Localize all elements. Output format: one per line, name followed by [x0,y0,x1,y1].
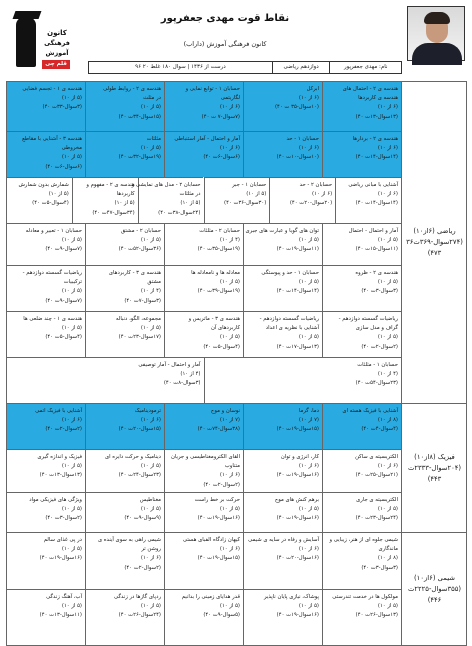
topic-line: (۵ از ۱۰) [140,237,161,244]
topic-cell [322,589,401,646]
topic-line: برهم کنش های موج [274,497,319,503]
topic-cell [322,223,401,265]
topic-line: حسابان ۱ - جبر [232,182,267,188]
topic-line: معادله ها و نامعادله ها [191,270,240,276]
topic-line: (۲۳سوال-۲۴ت ۴۰) [118,472,161,479]
topic-line: (۵ از ۱۰) [219,279,240,286]
topic-line: (۶ از ۱۰) [377,463,398,470]
topic-cell [85,223,164,265]
topic-line: (۷سوال-۹ت ۴۰) [45,297,82,304]
topic-line: هندسه ی ۲ - بردارها [352,136,398,142]
topic-line: هندسه ی ۳ - کاربردهای [108,270,161,276]
topic-line: (۶ از ۱۰) [219,145,240,152]
topic-line: (۲سوال-۲ت ۴۰) [361,343,398,350]
topic-line: در مثلث [143,95,161,102]
topic-line: (۱۵سوال-۳۴ت ۴۰) [118,113,161,120]
topic-line: (۶ از ۱۰) [298,145,319,152]
topic-line: (۲سوال-۲ت ۴۰) [45,426,82,433]
topic-line: هندسه ی ۳ - ماتریس و [188,316,240,322]
topic-line: (۵ از ۱۰) [61,463,82,470]
topic-line: (۱۵سوال-۱۹ت ۴۰) [197,555,240,562]
topic-cell [164,589,243,646]
topic-line: (۱۱سوال-۱۹ت ۴۰) [276,246,319,253]
topic-line: (۱۵سوال-۲۰ت ۴۰) [118,426,161,433]
topic-line: (۳سوال-۳ت ۴۰) [361,288,398,295]
topic-line: القای الکترومغناطیسی و جریان [171,454,240,460]
mortarboard-icon [13,11,42,19]
topic-line: (۵ از ۱۰) [377,334,398,341]
logo-text-3: آموزش [45,49,69,57]
topic-line: هندسه ی ۲ - روابط طولی [103,86,161,92]
topic-cell [243,131,322,177]
topic-line: آمار و احتمال - آمار استنباطی [174,136,240,142]
topic-line: (۳سوال-۸ت ۴۰) [163,380,201,387]
topic-line: (۱۶سوال-۱۹ت ۴۰) [276,612,319,619]
topic-line: حسابان ۲ - مثلثات [199,228,240,234]
topic-line: ریاضیات گسسته دوازدهم - [22,270,82,276]
topic-line: ریاضیات گسسته دوازدهم - [259,316,319,322]
topic-line: دما، گرما [298,408,319,414]
topic-line: هندسه ی ۲ - مفهوم و [86,182,135,188]
topic-cell [6,265,85,311]
topic-line: (۵ از ۱۰) [219,334,240,341]
topic-line: گراف و مدل سازی [355,325,398,332]
topic-line: (۵ از ۱۰) [61,237,82,244]
topic-line: (۵ از ۱۰) [61,603,82,610]
topic-line: (۲۴سوال-۲۶ت ۴۰) [118,612,161,619]
topic-cell [164,532,243,589]
topic-cell [6,589,85,646]
topic-line: در پی غذای سالم [43,537,82,543]
topic-line: کیهان زادگاه الفبای هستی [182,537,240,543]
topic-line: هندسه ی ۲ - ظروه [355,270,398,276]
topic-line: (۵ از ۱۰) [298,237,319,244]
topic-cell [322,403,401,449]
topic-line: (۵ از ۱۰) [377,237,398,244]
topic-line: (۳۸سوال-۷۴ت ۴۰) [197,426,240,433]
topic-line: (۱۰سوال-۱۰ت ۴۰) [276,154,319,161]
topic-line: (۳سوال-۳۳ت ۴۰) [42,104,82,111]
topic-line: متناوب [224,463,240,470]
topic-cell [85,589,164,646]
topic-line: (۶ از ۱۰) [219,104,240,111]
topic-line: آسایش و رفاه در سایه ی شیمی [248,537,319,543]
topic-line: (۳سوال-۷ت ۴۰) [124,297,161,304]
topic-line: (۴ از ۱۰) [377,371,398,378]
topic-cell [243,81,322,131]
topic-line: (۵ از ۱۰) [48,191,69,198]
report-subtitle: کانون فرهنگی آموزش (داراب) [183,40,267,48]
topic-line: الکتریسیته ی ساکن [355,454,398,460]
topic-cell [6,357,204,403]
topic-cell [131,177,204,223]
topic-line: (۶ از ۱۰) [140,417,161,424]
topic-line: ابرکل [306,86,319,92]
logo-text-1: کانون [47,29,67,37]
topic-line: مثلثات [146,136,161,142]
topic-line: (۶ از ۱۰) [219,546,240,553]
topic-line: آشنایی با فیزیک اتمی [35,408,82,414]
topic-cell [322,449,401,492]
subject-name: ریاضی (۶از۱۰) [413,227,456,235]
topic-cell [6,131,85,177]
topic-line: (۶ از ۱۰) [377,191,398,198]
topic-cell [6,449,85,492]
topic-line: (۴سوال-۵ت ۴۰) [45,334,82,341]
topic-line: حسابان ۲ - مدل های نمایشی و [131,182,201,188]
topic-line: هندسه ی ۱ - چند ضلعی ها [23,316,82,322]
topic-line: (۱۱سوال-۱۵ت ۴۰) [355,246,398,253]
topic-cell [6,177,72,223]
topic-cell [85,131,164,177]
topic-line: ترکیبیات [63,279,82,286]
topic-line: (۵ از ۱۰) [140,145,161,152]
topic-line: کار، انرژی و توان [280,454,319,460]
topic-line: (۲سوال-۲ت ۴۰) [203,481,240,488]
topic-cell [164,403,243,449]
topic-line: (۱۶سوال-۱۹ت ۴۰) [39,555,82,562]
topic-line: (۴سوال-۵ت ۴۰) [32,200,69,207]
topic-line: (۲۴سوال-۳۸ت ۴۰) [158,209,201,216]
topic-line: (۱۳سوال-۲۶ت ۴۰) [355,612,398,619]
topic-line: (۵ از ۱۰) [377,603,398,610]
topic-line: آشنایی با مبانی ریاضی [348,182,398,188]
topic-line: حسابان ۱ - حد و پیوستگی [261,270,319,276]
topic-line: (۵ از ۱۰) [140,104,161,111]
report-title: نقاط قوت مهدی جعفرپور [160,13,290,24]
topic-line: (۵ از ۱۰) [61,95,82,102]
topic-cell [164,492,243,532]
topic-line: (۷ از ۱۰) [298,417,319,424]
kanoon-logo [6,3,78,75]
student-name: نام: مهدی جعفرپور [329,62,401,73]
topic-line: کاربردها [116,191,135,198]
topic-cell [322,81,401,131]
logo-text-2: فرهنگی [44,39,70,47]
topic-line: (۴ از ۱۰) [180,371,201,378]
topic-line: (۸ از ۱۰) [377,417,398,424]
topic-cell [335,177,401,223]
topic-cell [243,403,322,449]
graduate-figure-icon [16,17,36,67]
topic-line: (۴سوال-۴ت ۴۰) [361,426,398,433]
topic-line: کاربردهای آن [210,325,240,332]
topic-cell [243,265,322,311]
topic-line: الکتریسیته ی جاری [356,497,398,503]
topic-cell [6,81,85,131]
topic-cell [6,492,85,532]
topic-line: (۶ از ۱۰) [140,555,161,562]
topic-cell [164,265,243,311]
topic-line: (۶ از ۱۰) [298,546,319,553]
topic-line: (۶ از ۱۰) [377,104,398,111]
topic-line: لگاریتمی [220,95,240,102]
topic-line: (۵ از ۱۰) [140,603,161,610]
topic-cell [85,403,164,449]
topic-line: هندسه ی ۲ - احتمال های [342,86,398,92]
topic-line: (۵ از ۱۰) [377,279,398,286]
topic-cell [243,223,322,265]
topic-line: (۱۹سوال-۳۹ت ۴۰) [197,288,240,295]
topic-cell [322,265,401,311]
topic-line: نوسان و موج [210,408,240,414]
topic-line: (۱۳سوال-۱۳ت ۴۰) [39,472,82,479]
topic-cell [243,532,322,589]
topic-line: (۳۴سوال-۴۷ت ۴۰) [92,209,135,216]
topic-line: روشن تر [141,546,161,553]
topic-line: هندسه ۳ - آشنایی با مقاطع [22,136,82,142]
student-info-bar [88,61,402,74]
topic-line: (۵ از ۱۰) [114,200,135,207]
topic-cell [85,492,164,532]
topic-line: حسابان ۲ - مشتق [121,228,161,234]
topic-line: ترمودینامیک [134,408,161,414]
topic-line: (۶ از ۱۰) [377,145,398,152]
topic-line: (۲۳سوال-۵۴ت ۴۰) [355,380,398,387]
topic-line: دینامیک و حرکت دایره ای [104,454,161,460]
topic-line: (۱۶سوال-۲۰ت ۴۰) [276,555,319,562]
topic-line: (۶سوال-۶ت ۴۰) [203,154,240,161]
topic-line: (۱۱سوال-۱۳ت ۴۰) [39,612,82,619]
topic-cell [243,311,322,357]
topic-line: (۲۱سوال-۲۵ت ۴۰) [355,472,398,479]
topic-cell [6,403,85,449]
topic-line: (۲سوال-۲ت ۴۰) [124,564,161,571]
topic-line: (۵ از ۱۰) [61,325,82,332]
topic-line: (۱۳سوال-۱۷ت ۴۰) [276,343,319,350]
topic-cell [164,311,243,357]
topic-cell [322,311,401,357]
topic-cell [85,81,164,131]
topic-line: (۱۹سوال-۳۵ت ۴۰) [197,246,240,253]
topic-line: (۸ از ۱۰) [377,555,398,562]
topic-line: (۴ از ۱۰) [140,288,161,295]
topic-line: (۱۶سوال-۱۹ت ۴۰) [276,515,319,522]
topic-line: فیزیک و اندازه گیری [37,454,82,460]
topic-line: (۹سوال-۹ت ۴۰) [124,515,161,522]
topic-line: شیمی جلوه ای از هنر، زیبایی و [329,537,398,543]
topic-line: (۵سوال-۹ت ۴۰) [203,612,240,619]
topic-line: (۶ از ۱۰) [298,463,319,470]
strengths-table [6,81,467,646]
topic-line: حسابان ۱ - تعبیر و معادله [25,228,82,234]
topic-cell [6,532,85,589]
topic-line: هندسه ی ۱ - تجسم فضایی [22,86,82,92]
topic-cell [85,449,164,492]
topic-line: در مثلثات [179,191,201,198]
topic-line: (۵ از ۱۰) [61,506,82,513]
topic-line: (۱۳سوال-۱۳ت ۴۰) [355,113,398,120]
topic-cell [243,449,322,492]
topic-line: (۵ از ۱۰) [180,200,201,207]
score-summary: ۹۶ ۲۰ درست از ۱۴۳۶ | سوال ۱۸۰ غلط [135,64,226,70]
topic-line: (۵ از ۱۰) [140,506,161,513]
topic-line: (۵ از ۱۰) [61,288,82,295]
topic-line: (۵ از ۱۰) [298,279,319,286]
topic-line: آشنایی با فیزیک هسته ای [342,408,398,414]
topic-line: هندسه ی کاربردها [358,95,398,102]
topic-line: مجموعه، الگو، دنباله [115,316,161,322]
topic-line: آمار و احتمال - آمار توصیفی [138,362,201,368]
topic-line: حرکت بر خط راست [194,497,240,503]
topic-line: (۱۴سوال-۱۴ت ۴۰) [276,288,319,295]
topic-line: (۵ از ۱۰) [377,506,398,513]
topic-line: (۳سوال-۳ت ۴۰) [361,564,398,571]
topic-line: (۵ از ۱۰) [298,603,319,610]
topic-cell [6,223,85,265]
topic-line: (۱۴سوال-۱۴ت ۴۰) [355,154,398,161]
student-photo [407,6,465,61]
topic-line: حسابان ۱ - مثلثات [357,362,398,368]
subject-cell [401,403,467,532]
topic-line: (۶ از ۱۰) [298,95,319,102]
topic-line: (۱۶سوال-۱۹ت ۴۰) [276,472,319,479]
topic-line: (۲۰سوال-۲۰ت ۴۰) [289,200,333,207]
topic-cell [204,177,270,223]
topic-line: شیمی راهی به سوی آینده ی [97,537,161,543]
topic-line: (۳۰سوال-۳۶ت ۴۰) [223,200,267,207]
topic-line: (۲۴سوال-۲۳ت ۴۰) [355,515,398,522]
topic-line: حسابان ۲ - حد [299,182,333,188]
subject-name: شیمی (۶از۱۰) [414,574,455,582]
topic-line: (۱۶سوال-۱۹ت ۴۰) [197,515,240,522]
topic-line: (۵ از ۱۰) [61,154,82,161]
topic-line: (۶ از ۱۰) [219,472,240,479]
topic-line: آب، آهنگ زندگی [46,594,82,600]
topic-line: (۵ از ۱۰) [298,506,319,513]
topic-line: حسابان ۱ - حد [286,136,319,142]
topic-line: (۱۰سوال-۳۵ ت ۴۰) [274,104,319,111]
topic-line: قدر هدایای زمینی را بدانیم [181,594,240,600]
topic-cell [164,223,243,265]
topic-cell [322,532,401,589]
subject-detail: (۲۷۴سوال-۳۶۹ت۳۶ ۴۷۳) [406,238,463,257]
topic-cell [6,311,85,357]
student-grade: دوازدهم ریاضی [272,62,330,73]
topic-line: (۱۷سوال-۲۳ت ۴۰) [118,334,161,341]
topic-line: (۶ از ۱۰) [312,191,333,198]
topic-line: (۱۴سوال-۱۴ت ۴۰) [355,200,398,207]
subject-detail: (۳۵۵سوال-۲۲۲۵ت ۴۴۶) [407,585,462,604]
topic-line: آمار و احتمال - احتمال [348,228,398,234]
subject-cell [401,81,467,403]
topic-cell [72,177,138,223]
topic-cell [164,449,243,492]
topic-cell [243,492,322,532]
topic-line: پوشاک، نیازی پایان ناپذیر [264,594,319,600]
subject-name: فیزیک (۸از۱۰) [414,452,455,461]
topic-line: (۷سوال-۹ت ۴۰) [45,246,82,253]
topic-line: (۵ از ۱۰) [140,463,161,470]
topic-cell [85,311,164,357]
topic-line: حسابان ۱ - توابع نمایی و [185,86,240,92]
topic-line: توان های گویا و عبارت های جبری [245,228,319,234]
subject-detail: (۲۰۴سوال-۲۳۳۳ت ۴۴۳) [407,463,462,483]
topic-line: (۱۹سوال-۳۲ت ۴۰) [118,154,161,161]
topic-line: ویژگی های فیزیکی مواد [29,497,82,503]
topic-line: (۲سوال-۳ت ۴۰) [45,515,82,522]
topic-line: مغناطیس [139,497,161,503]
topic-line: ماندگاری [378,546,398,553]
topic-line: (۶سوال-۶ت ۴۰) [45,163,82,170]
topic-line: (۳۶سوال-۵۲ت ۴۰) [118,246,161,253]
topic-line: (۶ از ۱۰) [61,417,82,424]
topic-cell [322,131,401,177]
topic-line: مولکول ها در خدمت تندرستی [332,594,398,600]
topic-line: مشتق [147,279,161,286]
topic-cell [85,265,164,311]
topic-cell [204,357,402,403]
topic-line: (۷سوال-۷ ت ۴۰) [201,113,240,120]
topic-line: (۵ از ۱۰) [219,506,240,513]
topic-line: ردپای گازها در زندگی [114,594,161,600]
topic-line: (۵ از ۱۰) [219,603,240,610]
topic-cell [243,589,322,646]
topic-line: ریاضیات گسسته دوازدهم - [338,316,398,322]
topic-line: شمارش بدون شمارش [18,182,69,188]
topic-line: (۵ از ۱۰) [298,334,319,341]
logo-badge: قلم چی [42,60,70,69]
topic-cell [269,177,335,223]
topic-line: (۴ از ۱۰) [219,237,240,244]
topic-cell [164,131,243,177]
topic-line: (۴سوال-۵ت ۴۰) [203,343,240,350]
topic-cell [322,492,401,532]
topic-line: (۵ از ۱۰) [246,191,267,198]
topic-line: مخروطی [61,145,82,152]
topic-line: آشنایی با نظریه ی اعداد [265,325,319,332]
topic-line: (۵ از ۱۰) [61,546,82,553]
topic-line: (۷ از ۱۰) [219,417,240,424]
subject-cell [401,532,467,646]
topic-cell [164,81,243,131]
topic-cell [85,532,164,589]
topic-line: (۵ از ۱۰) [140,325,161,332]
topic-line: (۱۵سوال-۱۹ت ۴۰) [276,426,319,433]
